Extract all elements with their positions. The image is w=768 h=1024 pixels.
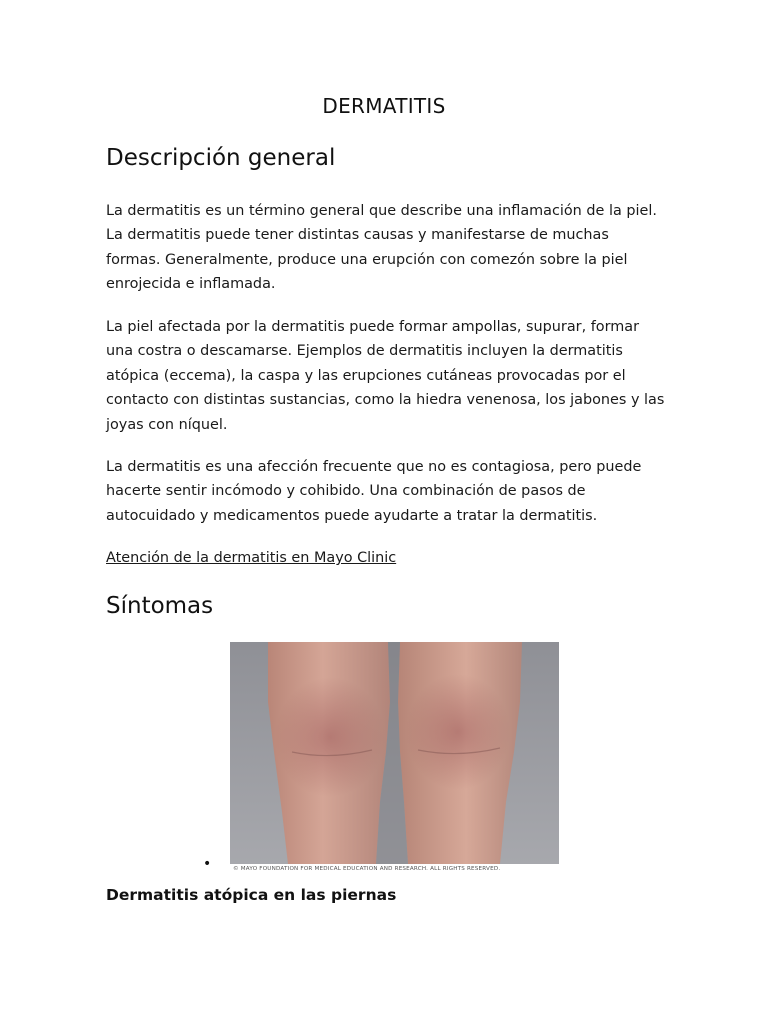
list-bullet: • [203, 856, 212, 872]
dermatitis-legs-photo [230, 642, 559, 864]
overview-paragraph-1: La dermatitis es un término general que describe una inflamación de la piel. La dermatitis puede tener distintas causas y manifestarse de muchas formas. Generalmente, produce una erupción con comezón sobre la piel enrojecida e inflamada. [106, 203, 657, 293]
overview-paragraph-3: La dermatitis es una afección frecuente que no es contagiosa, pero puede hacerte sentir incómodo y cohibido. Una combinación de pasos de autocuidado y medicamentos puede ayudarte a tratar la dermatitis. [106, 459, 642, 524]
mayo-clinic-care-link[interactable]: Atención de la dermatitis en Mayo Clinic [106, 550, 397, 566]
figure-label: Dermatitis atópica en las piernas [106, 886, 397, 904]
image-credit: © MAYO FOUNDATION FOR MEDICAL EDUCATION AND RESEARCH. ALL RIGHTS RESERVED. [233, 866, 501, 872]
overview-paragraph-2: La piel afectada por la dermatitis puede formar ampollas, supurar, formar una costra o descamarse. Ejemplos de dermatitis incluyen la dermatitis atópica (eccema), la caspa y las erupciones cutáneas provocadas por el contacto con distintas sustancias, como la hiedra venenosa, los jabones y las joyas con níquel. [106, 319, 665, 433]
overview-heading: Descripción general [106, 145, 336, 171]
symptoms-heading: Síntomas [106, 593, 214, 619]
document-title: DERMATITIS [322, 94, 446, 118]
